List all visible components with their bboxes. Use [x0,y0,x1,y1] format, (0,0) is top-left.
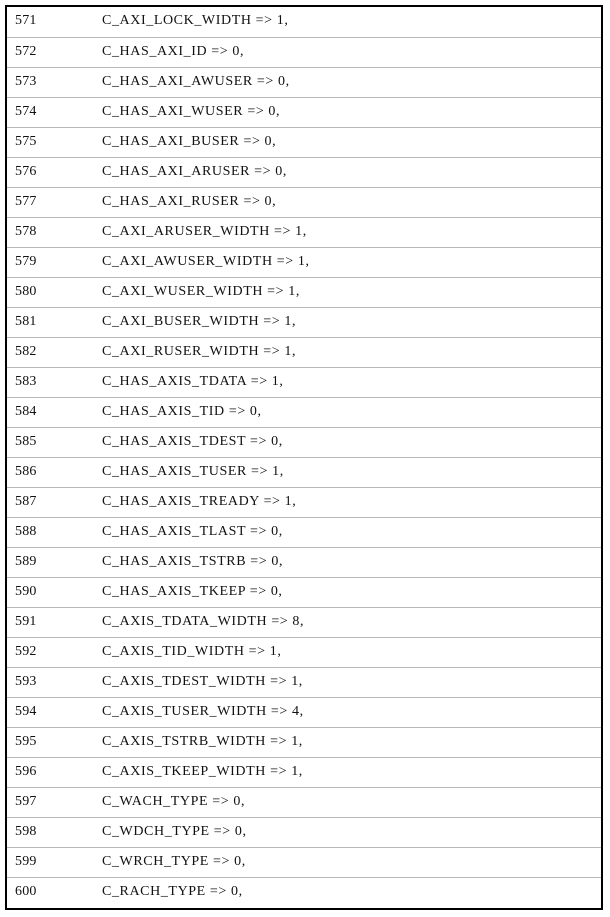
line-code: C_WACH_TYPE => 0, [102,794,246,809]
line-number: 595 [15,734,37,749]
line-number: 594 [15,704,37,719]
line-code: C_HAS_AXI_ID => 0, [102,44,245,59]
code-line [7,517,601,547]
code-line [7,307,601,337]
line-number: 586 [15,464,37,479]
line-code: C_HAS_AXIS_TSTRB => 0, [102,554,284,569]
code-line [7,7,601,37]
line-number: 580 [15,284,37,299]
line-code: C_AXIS_TID_WIDTH => 1, [102,644,282,659]
line-number: 572 [15,44,37,59]
line-number: 597 [15,794,37,809]
line-number: 578 [15,224,37,239]
code-line [7,67,601,97]
code-line [7,757,601,787]
line-number: 589 [15,554,37,569]
line-code: C_HAS_AXIS_TDEST => 0, [102,434,283,449]
line-code: C_AXI_AWUSER_WIDTH => 1, [102,254,310,269]
code-line [7,547,601,577]
line-number: 574 [15,104,37,119]
code-line [7,577,601,607]
line-code: C_HAS_AXIS_TREADY => 1, [102,494,297,509]
line-number: 584 [15,404,37,419]
code-line [7,247,601,277]
line-code: C_AXIS_TDATA_WIDTH => 8, [102,614,305,629]
line-number: 592 [15,644,37,659]
line-code: C_WRCH_TYPE => 0, [102,854,246,869]
line-code: C_HAS_AXI_WUSER => 0, [102,104,281,119]
line-code: C_HAS_AXI_RUSER => 0, [102,194,277,209]
line-number: 598 [15,824,37,839]
code-line [7,277,601,307]
code-listing [5,5,603,910]
code-line [7,877,601,907]
code-line [7,487,601,517]
line-number: 582 [15,344,37,359]
code-line [7,427,601,457]
line-number: 581 [15,314,37,329]
line-number: 577 [15,194,37,209]
line-code: C_HAS_AXI_BUSER => 0, [102,134,277,149]
line-code: C_HAS_AXIS_TUSER => 1, [102,464,284,479]
line-code: C_AXIS_TSTRB_WIDTH => 1, [102,734,303,749]
line-number: 587 [15,494,37,509]
line-number: 585 [15,434,37,449]
line-code: C_HAS_AXI_AWUSER => 0, [102,74,290,89]
code-line [7,607,601,637]
line-code: C_WDCH_TYPE => 0, [102,824,247,839]
code-line [7,847,601,877]
code-line [7,367,601,397]
line-number: 579 [15,254,37,269]
line-number: 599 [15,854,37,869]
code-line [7,217,601,247]
line-number: 583 [15,374,37,389]
line-number: 573 [15,74,37,89]
code-line [7,727,601,757]
code-line [7,157,601,187]
line-number: 576 [15,164,37,179]
code-line [7,397,601,427]
line-code: C_AXIS_TKEEP_WIDTH => 1, [102,764,303,779]
line-code: C_HAS_AXIS_TID => 0, [102,404,262,419]
line-number: 596 [15,764,37,779]
code-line [7,697,601,727]
code-line [7,187,601,217]
line-number: 575 [15,134,37,149]
line-code: C_AXI_RUSER_WIDTH => 1, [102,344,297,359]
line-number: 591 [15,614,37,629]
line-code: C_AXIS_TUSER_WIDTH => 4, [102,704,304,719]
line-code: C_HAS_AXI_ARUSER => 0, [102,164,287,179]
line-code: C_HAS_AXIS_TKEEP => 0, [102,584,283,599]
line-number: 600 [15,884,37,899]
line-number: 588 [15,524,37,539]
line-code: C_AXI_LOCK_WIDTH => 1, [102,13,289,28]
line-code: C_AXI_WUSER_WIDTH => 1, [102,284,300,299]
code-line [7,637,601,667]
line-number: 571 [15,13,37,28]
line-code: C_AXIS_TDEST_WIDTH => 1, [102,674,303,689]
line-number: 590 [15,584,37,599]
line-code: C_RACH_TYPE => 0, [102,884,243,899]
code-line [7,97,601,127]
line-code: C_HAS_AXIS_TDATA => 1, [102,374,284,389]
line-code: C_AXI_BUSER_WIDTH => 1, [102,314,297,329]
line-code: C_HAS_AXIS_TLAST => 0, [102,524,283,539]
code-line [7,457,601,487]
code-line [7,817,601,847]
line-code: C_AXI_ARUSER_WIDTH => 1, [102,224,307,239]
line-number: 593 [15,674,37,689]
code-line [7,127,601,157]
code-line [7,337,601,367]
code-line [7,787,601,817]
code-line [7,37,601,67]
code-line [7,667,601,697]
